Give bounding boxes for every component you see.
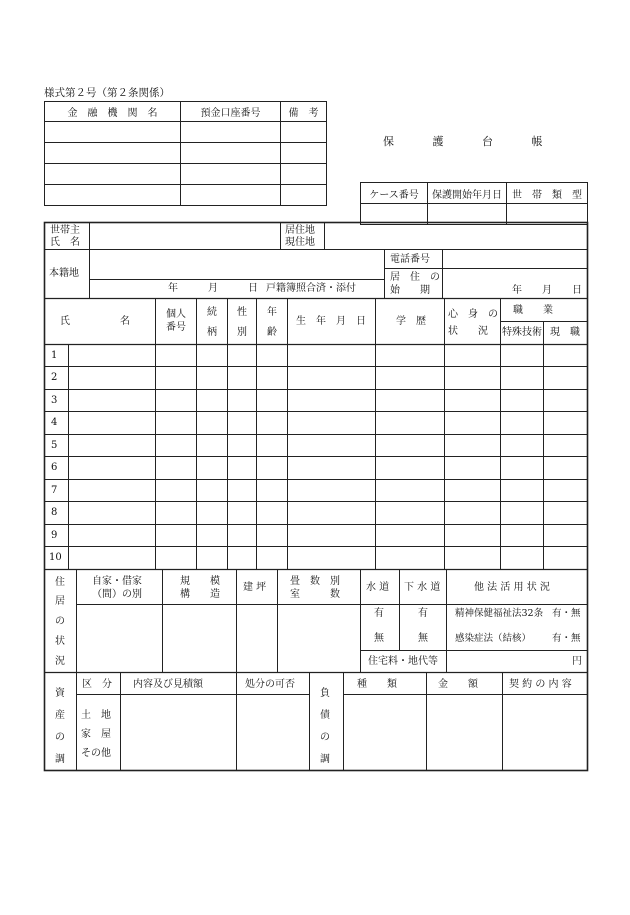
housing-side-label: 況	[55, 656, 65, 667]
age-header-2: 齢	[267, 327, 277, 338]
content-header: 内容及び見積額	[133, 679, 203, 690]
disposal-header: 処分の可否	[245, 679, 295, 690]
rooms-header-2: 室 数	[290, 589, 340, 600]
phone-label: 電話番号	[390, 254, 430, 265]
registry-check: 戸籍簿照合済・添付	[266, 283, 356, 294]
row-number: 3	[51, 395, 58, 406]
education-header: 学 歴	[396, 316, 426, 327]
water-no[interactable]: 無	[374, 633, 384, 644]
assets-side-label: 産	[55, 710, 65, 721]
law1-options[interactable]: 有・無	[552, 608, 581, 619]
row-number: 7	[51, 485, 58, 496]
bank-name-header: 金 融 機 関 名	[45, 102, 181, 122]
asset-item-other: その他	[81, 748, 111, 759]
birth-header: 生 年 月 日	[296, 316, 366, 327]
housing-side-label: の	[55, 616, 65, 627]
start-date-header: 保護開始年月日	[428, 183, 507, 204]
rooms-header-1: 畳 数 別	[290, 576, 340, 587]
row-number: 9	[51, 530, 58, 541]
head-name-label-2: 氏 名	[50, 237, 80, 248]
row-number: 8	[51, 507, 58, 518]
account-number-header: 預金口座番号	[181, 102, 281, 122]
row-number: 5	[51, 440, 58, 451]
current-job-header: 現 職	[550, 327, 580, 338]
domicile-label: 本籍地	[49, 268, 79, 279]
amount-header: 金 額	[438, 679, 478, 690]
water-header: 水 道	[366, 582, 390, 593]
domicile-date: 年 月 日	[168, 283, 258, 294]
tsubo-header: 建 坪	[243, 582, 267, 593]
law2-label: 感染症法（結核）	[455, 633, 532, 644]
relation-header-1: 続	[207, 307, 217, 318]
sex-header-1: 性	[237, 307, 247, 318]
personal-no-header-1: 個人	[166, 309, 186, 320]
contract-header: 契 約 の 内 容	[509, 679, 572, 690]
debt-side-label: の	[320, 732, 330, 743]
sex-header-2: 別	[237, 327, 247, 338]
sewer-yes[interactable]: 有	[418, 608, 428, 619]
debt-side-label: 債	[320, 710, 330, 721]
debt-side-label: 負	[320, 688, 330, 699]
sewer-header: 下 水 道	[404, 582, 441, 593]
remarks-header: 備 考	[281, 102, 327, 122]
sewer-no[interactable]: 無	[418, 633, 428, 644]
condition-header-2: 状 況	[448, 326, 488, 337]
condition-header-1: 心 身 の	[448, 309, 498, 320]
assets-side-label: の	[55, 732, 65, 743]
asset-item-house: 家 屋	[81, 729, 111, 740]
age-header-1: 年	[267, 307, 277, 318]
category-header: 区 分	[82, 679, 112, 690]
residence-start-date: 年 月 日	[512, 285, 582, 296]
other-law-header: 他 法 活 用 状 況	[474, 582, 550, 593]
form-id: 様式第２号（第２条関係）	[44, 87, 170, 99]
kind-header: 種 類	[357, 679, 397, 690]
asset-item-land: 土 地	[81, 710, 111, 721]
scale-header-2: 構 造	[180, 589, 220, 600]
row-number: 10	[49, 552, 62, 563]
assets-side-label: 調	[55, 754, 65, 765]
yen-unit: 円	[572, 656, 582, 667]
assets-side-label: 資	[55, 688, 65, 699]
row-number: 6	[51, 462, 58, 473]
law2-options[interactable]: 有・無	[552, 633, 581, 644]
row-number: 2	[51, 372, 58, 383]
member-name-header: 氏 名	[60, 316, 130, 327]
residence-start-label-1: 居 住 の	[390, 272, 440, 283]
own-rent-header-2: （間）の別	[92, 589, 142, 600]
scale-header-1: 規 模	[180, 576, 220, 587]
personal-no-header-2: 番号	[166, 322, 186, 333]
law1-label: 精神保健福祉法32条	[455, 608, 544, 619]
water-yes[interactable]: 有	[374, 608, 384, 619]
debt-side-label: 調	[320, 754, 330, 765]
job-header: 職 業	[513, 305, 553, 316]
case-number-header: ケース番号	[361, 183, 428, 204]
row-number: 4	[51, 417, 58, 428]
page-title: 保 護 台 帳	[383, 135, 548, 148]
own-rent-header-1: 自家・借家	[92, 576, 142, 587]
row-number: 1	[51, 350, 58, 361]
housing-side-label: 居	[55, 596, 65, 607]
housing-side-label: 状	[55, 636, 65, 647]
address-label-2: 現住地	[285, 237, 315, 248]
housing-side-label: 住	[55, 577, 65, 588]
rent-label: 住宅料・地代等	[368, 656, 438, 667]
head-name-label-1: 世帯主	[50, 225, 80, 236]
household-type-header: 世 帯 類 型	[507, 183, 588, 204]
address-label-1: 居住地	[285, 225, 315, 236]
skill-header: 特殊技術	[502, 327, 542, 338]
relation-header-2: 柄	[207, 327, 217, 338]
residence-start-label-2: 始 期	[390, 285, 430, 296]
